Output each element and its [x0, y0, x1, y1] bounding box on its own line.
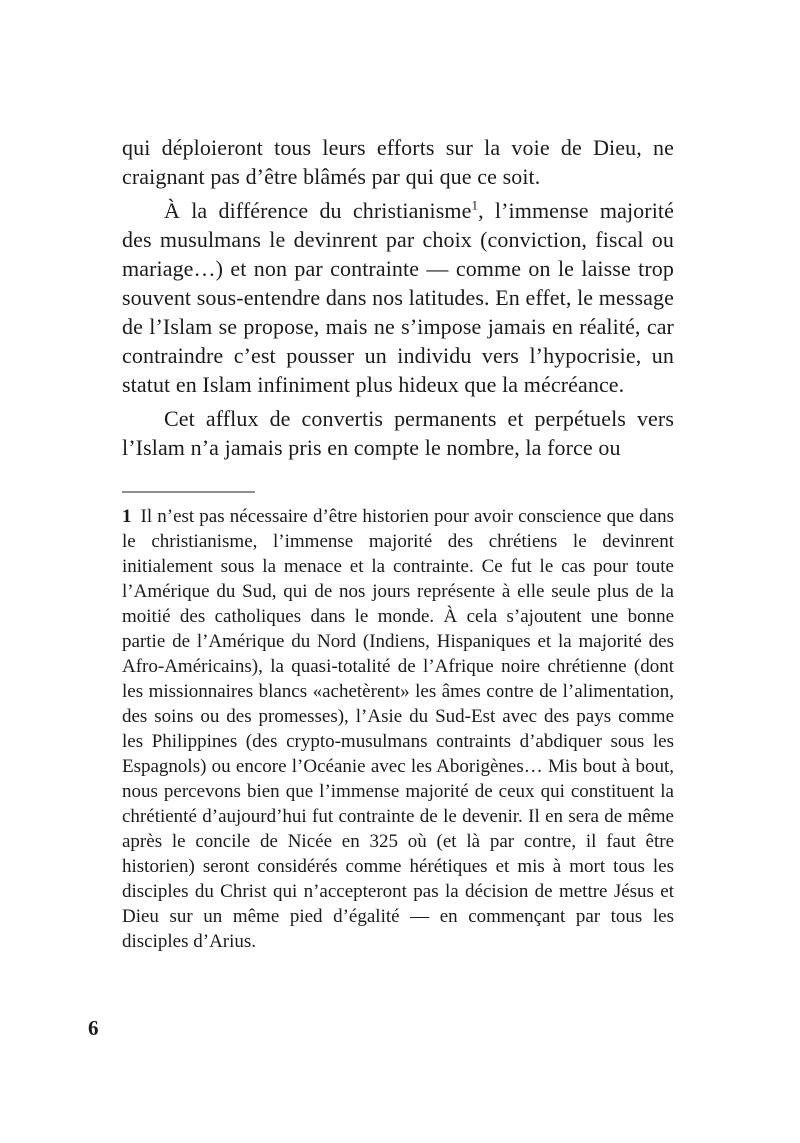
footnote-reference-superscript: 1 [471, 197, 479, 213]
footnote-text: Il n’est pas nécessaire d’être historien pour avoir conscience que dans le christianisme, l’immense majorité des chrétiens le devinrent initialement sous la menace et la contrainte. Ce fut le cas pour toute l’Amérique du Sud, qui de nos jours représente à elle seule plus de la moitié des catholiques dans le monde. À cela s’ajoutent une bonne partie de l’Amérique du Nord (Indiens, Hispaniques et la majorité des Afro-Américains), la quasi-totalité de l’Afrique noire chrétienne (dont les missionnaires blancs «achetèrent» les âmes contre de l’alimentation, des soins ou des promesses), l’Asie du Sud-Est avec des pays comme les Philippines (des crypto-musulmans contraints d’abdiquer sous les Espagnols) ou encore l’Océanie avec les Aborigènes… Mis bout à bout, nous percevons bien que l’immense majorité de ceux qui constituent la chrétienté d’aujourd’hui fut contrainte de le devenir. Il en sera de même après le concile de Nicée en 325 où (et là par contre, il faut être historien) seront considérés comme hérétiques et mis à mort tous les disciples du Christ qui n’accepteront pas la décision de mettre Jésus et Dieu sur un même pied d’égalité — en commençant par tous les disciples d’Arius. [122, 506, 674, 952]
body-text [122, 133, 674, 954]
paragraph-2-continued: , l’immense majorité des musulmans le devinrent par choix (conviction, fiscal ou mariage…) et non par contrainte — comme on le laisse trop souvent sous-entendre dans nos latitudes. En effet, le message de l’Islam se propose, mais ne s’impose jamais en réalité, car contraindre c’est pousser un individu vers l’hypocrisie, un statut en Islam infiniment plus hideux que la mécréance. [122, 198, 674, 397]
footnote-number: 1 [122, 506, 132, 527]
footnote-separator-rule [122, 491, 255, 493]
paragraph-2 [122, 196, 674, 399]
paragraph-1: qui déploieront tous leurs efforts sur la voie de Dieu, ne craignant pas d’être blâmés par qui que ce soit. [122, 135, 674, 189]
paragraph-3: Cet afflux de convertis permanents et perpétuels vers l’Islam n’a jamais pris en compte le nombre, la force ou [122, 406, 674, 460]
paragraph-2-text: À la différence du christianisme [164, 198, 472, 223]
footnote [122, 504, 674, 954]
page-number: 6 [88, 1016, 99, 1040]
